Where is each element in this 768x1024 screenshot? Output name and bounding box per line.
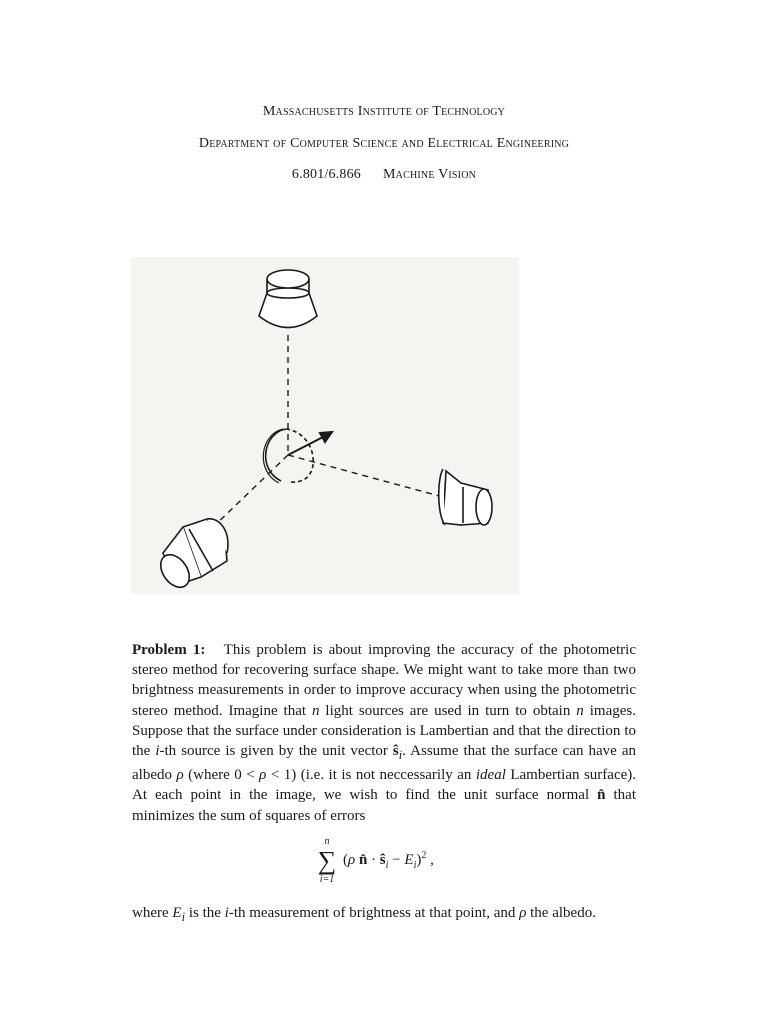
light-source-left-icon [155, 519, 228, 593]
closing-rho: ρ [519, 905, 527, 921]
problem-text-6: (where 0 < [183, 767, 260, 784]
eq-E: E [404, 852, 414, 868]
department-heading: Department of Computer Science and Electrical Engineering [198, 136, 570, 151]
dash-line-right [288, 455, 443, 497]
dash-line-left [211, 455, 288, 529]
eq-dot: · [367, 852, 380, 868]
closing-text-4: the albedo. [526, 905, 596, 921]
eq-s-hat: ŝ [379, 852, 386, 868]
closing-sentence [132, 903, 652, 927]
var-rho-1: ρ [176, 767, 184, 784]
problem-text-9: that minimizes the sum of squares of errors [132, 787, 637, 824]
closing-text-3: -th measurement of brightness at that point, and [228, 905, 520, 921]
eq-n-hat: n̂ [355, 852, 368, 868]
eq-close-paren: ) [416, 852, 422, 868]
ideal-word: ideal [475, 767, 506, 784]
var-s-hat: ŝ [392, 743, 399, 760]
problem-label: Problem 1: [132, 642, 206, 658]
closing-text-2: is the [185, 905, 225, 921]
problem-text-8: Lambertian surface). At each point in the image, we wish to find the unit surface normal [132, 767, 637, 804]
var-n-hat: n̂ [597, 787, 606, 804]
var-i-1: i [155, 743, 160, 760]
var-n-1: n [311, 702, 320, 719]
sigma-symbol: ∑ [317, 846, 337, 875]
eq-s-sub: i [385, 860, 389, 871]
course-name: Machine Vision [383, 167, 477, 182]
closing-E: E [172, 905, 182, 921]
problem-text-3: images. Suppose that the surface under consideration is Lambertian and that the direction to the [132, 702, 636, 760]
problem-text-4: -th source is given by the unit vector [159, 743, 393, 760]
normal-arrow-icon [288, 432, 332, 455]
var-s-sub: i [398, 748, 403, 763]
summation [312, 836, 342, 886]
equation-body [343, 850, 434, 871]
course-heading [0, 167, 768, 183]
photometric-stereo-figure [131, 257, 519, 594]
course-number: 6.801/6.866 [291, 167, 362, 182]
sum-of-squares-equation [0, 836, 768, 892]
institute-heading: Massachusetts Institute of Technology [262, 104, 506, 119]
problem-text-1: This problem is about improving the accuracy of the photometric stereo method for recovering surface shape. We might want to take more than two brightness measurements in order to improve accuracy when using the photometric stereo method. Imagine that [132, 642, 637, 719]
eq-rho: ρ [348, 852, 356, 868]
var-n-2: n [576, 702, 584, 719]
light-source-top-icon [259, 270, 317, 328]
eq-power: 2 [421, 850, 427, 861]
light-source-right-icon [439, 469, 492, 525]
problem-text-2: light sources are used in turn to obtain [319, 702, 577, 719]
var-rho-2: ρ [259, 767, 267, 784]
eq-open-paren: ( [343, 852, 348, 868]
problem-text-7: < 1) (i.e. it is not neccessarily an [266, 767, 476, 784]
eq-comma: , [426, 852, 434, 868]
eq-minus: − [388, 852, 405, 868]
closing-text-1: where [132, 905, 173, 921]
closing-E-sub: i [181, 910, 186, 924]
problem-paragraph [132, 640, 636, 826]
sum-upper-limit: n [324, 836, 330, 847]
eq-E-sub: i [413, 860, 417, 871]
problem-text-5: . Assume that the surface can have an albedo [132, 743, 636, 784]
sum-lower-limit: i=1 [319, 874, 335, 885]
closing-i: i [224, 905, 229, 921]
